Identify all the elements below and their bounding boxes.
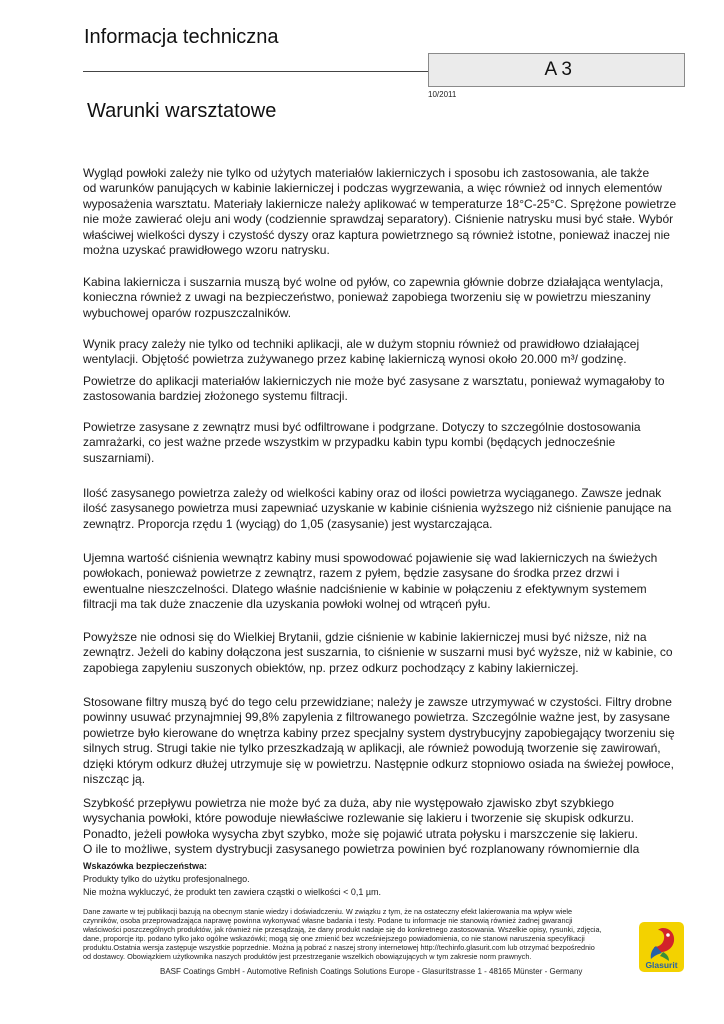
document-date: 10/2011 (428, 90, 457, 99)
paragraph-line: Powietrze zasysane z zewnątrz musi być odfiltrowane i podgrzane. Dotyczy to szczególnie dostosowania (83, 420, 641, 434)
paragraph-line: zewnątrz. Jeżeli do kabiny dołączona jest suszarnia, to ciśnienie w suszarni musi być wyższe, niż w kabinie, co (83, 645, 673, 660)
document-subtitle: Warunki warsztatowe (87, 100, 277, 122)
paragraph-line: powietrze było kierowane do wnętrza kabiny przez specjalny system dystrybucyjny zapobiegający tworzeniu się (83, 725, 675, 740)
legal-disclaimer (83, 907, 613, 962)
paragraph-line: zastosowania bardziej złożonego systemu filtracji. (83, 389, 348, 404)
paragraph-conditions (83, 166, 679, 258)
paragraph-air-quantity (83, 486, 679, 532)
safety-heading: Wskazówka bezpieczeństwa: (83, 861, 208, 871)
paragraph-air-source (83, 374, 679, 405)
paragraph-line: właściwej wielkości dyszy i czystość dyszy oraz kaptura powietrznego są również istotne, ponieważ inaczej nie (83, 227, 670, 242)
paragraph-dust-free (83, 275, 679, 321)
paragraph-line: Powyższe nie odnosi się do Wielkiej Brytanii, gdzie ciśnienie w kabinie lakierniczej musi być niższe, niż na (83, 630, 647, 644)
paragraph-line: powłokach, ponieważ powietrze z zewnątrz, razem z pyłem, będzie zasysane do środka przez drzwi i (83, 566, 620, 581)
document-title: Informacja techniczna (84, 26, 279, 48)
paragraph-line: wybuchowej oparów rozpuszczalników. (83, 305, 292, 320)
paragraph-line: zewnątrz. Proporcja rzędu 1 (wyciąg) do 1,05 (zasysanie) jest wystarczająca. (83, 516, 493, 531)
paragraph-line: suszarniami). (83, 450, 155, 465)
paragraph-line: wentylacji. Objętość powietrza zużywanego przez kabinę lakierniczą wynosi około 20.000 m³/ godzinę. (83, 352, 627, 367)
paragraph-line: Wynik pracy zależy nie tylko od techniki aplikacji, ale w dużym stopniu również od prawidłowo działającej (83, 337, 640, 351)
logo-parrot-eye (666, 933, 670, 937)
paragraph-line: ewentualne nieszczelności. Dlatego właśnie nadciśnienie w kabinie w połączeniu z efektywnym systemem (83, 581, 647, 596)
paragraph-line: ilość zasysanego powietrza musi zapewniać uzyskanie w kabinie ciśnienia wyższego niż ciśnienie panujące na (83, 501, 672, 516)
disclaimer-line: dane, proporcje itp. podano tylko jako ogólne wskazówki; mogą się one zmienić bez wcześniejszego powiadomienia, co nie stanowi naruszenia specyfikacji (83, 934, 585, 944)
disclaimer-line: produktu.Ostatnia wersja zastępuje wszystkie poprzednie. Można ją pobrać z naszej strony internetowej http://techinfo.glasurit.com lub otrzymać bezpośrednio (83, 943, 595, 953)
header-divider (83, 71, 428, 72)
paragraph-line: niszcząc ją. (83, 772, 146, 787)
paragraph-line: Kabina lakiernicza i suszarnia muszą być wolne od pyłów, co zapewnia głównie dobrze działająca wentylacja, (83, 275, 664, 289)
paragraph-line: można uzyskać prawidłowego wzoru natrysku. (83, 243, 330, 258)
paragraph-filtering (83, 420, 679, 466)
paragraph-line: Wygląd powłoki zależy nie tylko od użytych materiałów lakierniczych i sposobu ich zastosowania, ale także (83, 166, 650, 180)
disclaimer-line: Dane zawarte w tej publikacji bazują na obecnym stanie wiedzy i doświadczeniu. W związku z tym, że na ostateczny efekt lakierowania ma wpływ wiele (83, 907, 573, 916)
paragraph-great-britain (83, 630, 679, 676)
paragraph-line: silnych strug. Strugi takie nie tylko przeszkadzają w aplikacji, ale również powodują tworzenie się zawirowań, (83, 741, 661, 756)
paragraph-line: od warunków panujących w kabinie lakierniczej i podczas wygrzewania, a więc również od innych elementów (83, 181, 662, 196)
paragraph-line: Ilość zasysanego powietrza zależy od wielkości kabiny oraz od ilości powietrza wyciąganego. Zawsze jednak (83, 486, 662, 500)
paragraph-line: Stosowane filtry muszą być do tego celu przewidziane; należy je zawsze utrzymywać w czystości. Filtry drobne (83, 695, 672, 709)
paragraph-line: powinny usuwać przynajmniej 99,8% zapylenia z filtrowanego powietrza. Szczególnie ważne jest, by zasysane (83, 710, 670, 725)
logo-wordmark: Glasurit (645, 960, 678, 970)
paragraph-line: O ile to możliwe, system dystrybucji zasysanego powietrza powinien być rozplanowany równomiernie dla (83, 842, 640, 857)
company-address: BASF Coatings GmbH - Automotive Refinish Coatings Solutions Europe - Glasuritstrasse 1 - 48165 Münster - Germany (160, 967, 583, 976)
document-code: A 3 (544, 59, 572, 80)
paragraph-line: filtracji ma tak duże znaczenie dla uzyskania powłoki wolnej od wtrąceń pyłu. (83, 597, 491, 612)
paragraph-line: Szybkość przepływu powietrza nie może być za duża, aby nie występowało zjawisko zbyt szybkiego (83, 796, 614, 810)
disclaimer-line: od dostawcy. Obowiązkiem użytkownika naszych produktów jest przestrzeganie wszelkich obowiązujących w tym zakresie norm prawnych. (83, 952, 532, 962)
paragraph-line: Powietrze do aplikacji materiałów lakierniczych nie może być zasysane z warsztatu, ponieważ wymagałoby to (83, 374, 665, 388)
paragraph-line: nie może zawierać oleju ani wody (codziennie sprawdzaj separatory). Ciśnienie natrysku musi być stałe. Wybór (83, 212, 674, 227)
glasurit-parrot-logo-icon (639, 922, 684, 972)
document-code-box (428, 53, 685, 87)
paragraph-negative-pressure (83, 551, 679, 613)
paragraph-airflow-speed (83, 796, 679, 858)
paragraph-line: dzięki którym odkurz dłużej utrzymuje się w powietrzu. Następnie odkurz stopniowo osiada na świeżej powłoce, (83, 756, 674, 771)
paragraph-line: wyposażenia warsztatu. Materiały lakiernicze należy aplikować w temperaturze 18°C-25°C. Sprężone powietrze (83, 196, 677, 211)
paragraph-ventilation (83, 337, 679, 368)
paragraph-line: konieczna również z uwagi na bezpieczeństwo, ponieważ zapobiega tworzeniu się w powietrzu mieszaniny (83, 290, 651, 305)
paragraph-line: wysychania powłoki, które powoduje niewłaściwe rozlewanie się lakieru i tworzenie się skupisk odkurzu. (83, 811, 634, 826)
safety-note-professional: Produkty tylko do użytku profesjonalnego. (83, 874, 250, 884)
disclaimer-line: właściwości poszczególnych produktów, jak również nie przesądzają, że dany produkt nadaje się do konkretnego zastosowania. Wszelkie opisy, rysunki, zdjęcia, (83, 925, 602, 935)
paragraph-filters (83, 695, 679, 787)
safety-note-particles: Nie można wykluczyć, że produkt ten zawiera cząstki o wielkości < 0,1 µm. (83, 887, 382, 897)
paragraph-line: Ujemna wartość ciśnienia wewnątrz kabiny musi spowodować pojawienie się wad lakierniczych na świeżych (83, 551, 658, 565)
disclaimer-line: czynników, osoba przeprowadzająca naprawę powinna wykonywać własne badania i testy. Podane tu informacje nie stanowią również żadnej gwarancji (83, 916, 573, 926)
paragraph-line: Ponadto, jeżeli powłoka wysycha zbyt szybko, może się pojawić utrata połysku i marszczenie się lakieru. (83, 826, 638, 841)
paragraph-line: zamrażarki, co jest ważne przede wszystkim w przypadku kabin typu kombi (będących jednocześnie (83, 435, 616, 450)
paragraph-line: zapobiega zapyleniu suszonych obiektów, np. przez odkurz pochodzący z kabiny lakierniczej. (83, 660, 579, 675)
